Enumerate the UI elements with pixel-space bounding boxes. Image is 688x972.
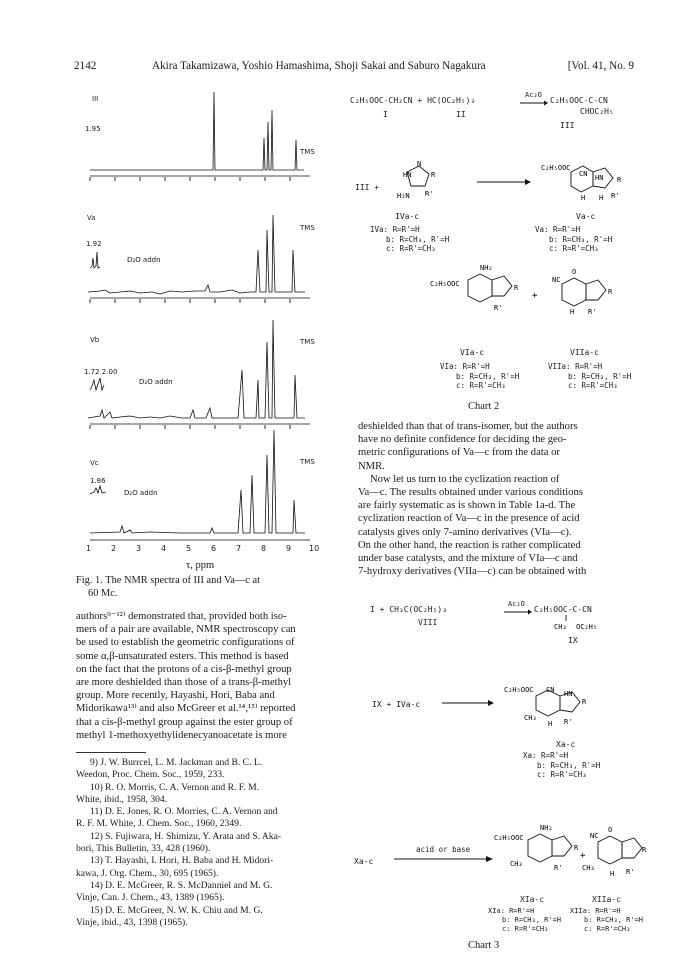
reference-line: Weedon, Proc. Chem. Soc., 1959, 233.	[76, 769, 225, 781]
pyrimidine-ring-xi	[528, 834, 552, 862]
reference-line: 13) T. Hayashi, I. Hori, H. Baba and H. Midori-	[90, 855, 274, 867]
chart3-structures-row2	[440, 680, 640, 740]
reference-line: kawa, J. Org. Chem., 30, 695 (1965).	[76, 867, 219, 879]
pyrazole-ring-xi	[552, 836, 572, 856]
svg-text:C₂H₅OOC: C₂H₅OOC	[430, 280, 460, 288]
pyrimidine-ring-vi	[468, 274, 492, 302]
substituent-line: Xa: R=R'=H	[523, 751, 569, 760]
chart3-title: Chart 3	[468, 940, 500, 951]
compound-ii-label: II	[456, 110, 466, 119]
reference-line: Vinje, Can. J. Chem., 43, 1389 (1965).	[76, 892, 225, 904]
svg-text:H: H	[548, 720, 553, 728]
pyrimidine-ring-vii	[562, 278, 586, 306]
compound-xi-label: XIa-c	[520, 895, 545, 904]
spectrum-iii-tms: TMS	[300, 148, 315, 156]
substituent-line: VIIa: R=R'=H	[548, 362, 603, 371]
spectrum-va-value: 1.92	[86, 240, 102, 248]
substituent-line: c: R=R'=CH₃	[456, 381, 506, 390]
right-line: Va—c. The results obtained under various conditions	[358, 487, 583, 499]
svg-text:H: H	[581, 194, 586, 202]
spectrum-vc-trace	[90, 430, 305, 533]
tick-7: 7	[236, 544, 242, 553]
substituent-line: XIa: R=R'=H	[488, 907, 535, 915]
tick-3: 3	[136, 544, 142, 553]
chart3-product-ix: C₂H₅OOC-C-CN	[534, 605, 592, 614]
svg-text:C₂H₅OOC: C₂H₅OOC	[494, 834, 524, 842]
spectrum-iii-value: 1.95	[85, 125, 101, 133]
chart2-reagent-ac2o: Ac₂O	[525, 91, 542, 99]
svg-text:R: R	[431, 171, 436, 179]
svg-text:CN: CN	[579, 170, 588, 178]
right-line: cyclization reaction of Va—c in the presence of acid	[358, 513, 580, 525]
chart2-structures-row3	[420, 258, 640, 338]
svg-text:HN: HN	[595, 174, 604, 182]
substituent-line: b: R=CH₃, R'=H	[568, 371, 632, 381]
reference-line: White, ibid., 1958, 304.	[76, 793, 168, 805]
svg-text:NC: NC	[590, 832, 599, 840]
tau-axis-label: τ, ppm	[186, 560, 215, 571]
left-line: on the fact that the protons of a cis-β-methyl group	[76, 663, 292, 675]
footnote-rule	[76, 752, 146, 753]
reference-line: 11) D. E. Jones, R. O. Morries, C. A. Vernon and	[90, 806, 278, 818]
compound-vii-substituents	[548, 362, 631, 391]
tick-marks	[90, 177, 290, 429]
svg-text:N: N	[417, 160, 422, 168]
svg-text:CH₃: CH₃	[582, 864, 595, 872]
svg-text:HN: HN	[403, 171, 412, 179]
right-line: deshielded than that of trans-isomer, but the authors	[358, 421, 578, 432]
svg-text:+: +	[532, 291, 538, 301]
arrow-icon	[504, 609, 532, 615]
compound-ix-label: IX	[568, 636, 578, 645]
compound-x-substituents	[523, 751, 600, 780]
chart3-reagent-ac2o: Ac₂O	[508, 600, 525, 608]
chart2-reaction2-iii: III +	[355, 183, 380, 192]
substituent-line: XIIa: R=R'=H	[570, 907, 621, 915]
right-line: metric configurations of Va—c from the data or	[358, 447, 560, 459]
svg-text:R: R	[608, 288, 613, 296]
left-line: group. More recently, Hayashi, Hori, Baba and	[76, 690, 275, 702]
arrow-icon	[394, 855, 494, 863]
tick-4: 4	[161, 544, 167, 553]
left-line: Midorikawa¹³⁾ and also McGreer et al.¹⁴,¹⁵⁾ reported	[76, 703, 296, 715]
svg-text:R': R'	[611, 192, 620, 200]
svg-text:R: R	[582, 698, 587, 706]
left-line: are more deshielded than those of a trans-β-methyl	[76, 677, 292, 689]
substituent-line: VIa: R=R'=H	[440, 362, 490, 371]
right-line: NMR.	[358, 460, 385, 472]
reference-line: 14) D. E. McGreer, R. S. McDanniel and M. G.	[90, 879, 273, 891]
reference-line: R. F. M. White, J. Chem. Soc., 1960, 2349.	[76, 818, 242, 830]
right-line: are fairly systematic as is shown in Table 1a-d. The	[358, 500, 576, 512]
compound-xii-substituents	[570, 907, 643, 934]
substituent-line: c: R=R'=CH₃	[502, 925, 549, 933]
chart3-reaction1-reactants: I + CH₃C(OC₂H₅)₃	[370, 605, 448, 614]
spectrum-iii-label: III	[92, 95, 99, 103]
svg-text:H: H	[599, 194, 604, 202]
right-line: catalysts gives only 7-amino derivatives (VIa—c).	[358, 526, 572, 538]
left-line: be used to establish the geometric configurations of	[76, 637, 295, 649]
svg-text:O: O	[572, 268, 577, 276]
spectrum-vb-tms: TMS	[300, 338, 315, 346]
reference-line: Vinje, ibid., 43, 1398 (1965).	[76, 916, 188, 928]
substituent-line: b: R=CH₃, R'=H	[537, 760, 601, 770]
compound-vi-substituents	[440, 362, 519, 391]
reference-line: 10) R. O. Morris, C. A. Vernon and R. F. M.	[90, 781, 260, 793]
svg-text:R: R	[574, 844, 579, 852]
compound-xi-substituents	[488, 907, 561, 934]
spectrum-va-tms: TMS	[300, 224, 315, 232]
substituent-line: b: R=CH₃, R'=H	[549, 234, 613, 244]
chart2-product-iii-sub: CHOC₂H₅	[580, 107, 614, 116]
compound-xii-label: XIIa-c	[592, 895, 621, 904]
compound-iii-label: III	[560, 121, 575, 130]
reference-line: 9) J. W. Burrcel, L. M. Jackman and B. C. L.	[90, 757, 263, 768]
nmr-spectra-figure	[60, 80, 340, 580]
compound-i-label: I	[383, 110, 388, 119]
svg-text:R: R	[642, 846, 647, 854]
chart3-reagent-acid-base: acid or base	[416, 845, 471, 854]
svg-text:CH₃: CH₃	[524, 714, 537, 722]
substituent-line: b: R=CH₃, R'=H	[584, 916, 644, 924]
svg-text:R': R'	[425, 190, 434, 198]
right-line: Now let us turn to the cyclization reaction of	[370, 473, 560, 485]
svg-text:R: R	[617, 176, 622, 184]
svg-text:R': R'	[564, 718, 573, 726]
spectrum-vc-label: Vc	[90, 459, 99, 467]
substituent-line: c: R=R'=CH₃	[537, 770, 587, 779]
svg-text:O: O	[608, 826, 613, 834]
figure-caption-line-1: Fig. 1. The NMR spectra of III and Va—c at	[76, 575, 261, 586]
pyrazole-ring-vi	[492, 276, 512, 296]
svg-text:R': R'	[626, 868, 635, 876]
svg-text:+: +	[580, 851, 586, 861]
substituent-line: c: R=R'=CH₃	[584, 925, 631, 933]
left-line: authors⁹⁻¹²⁾ demonstrated that, provided both iso-	[76, 611, 287, 622]
reference-line: 12) S. Fujiwara, H. Shimizu, Y. Arata and S. Aka-	[90, 830, 282, 842]
spectrum-vb-trace	[88, 320, 305, 418]
pyrazole-ring-vii	[586, 280, 606, 300]
substituent-line: b: R=CH₃, R'=H	[386, 234, 450, 244]
spectrum-iii-trace	[90, 92, 304, 170]
compound-iv-label: IVa-c	[395, 212, 420, 221]
tick-1: 1	[86, 544, 92, 553]
references	[76, 757, 344, 929]
chart3-reaction2-reactants: IX + IVa-c	[372, 700, 421, 709]
right-line: have no definite confidence for deciding the geo-	[358, 434, 567, 446]
svg-text:CN: CN	[546, 686, 555, 694]
compound-vi-label: VIa-c	[460, 348, 485, 357]
svg-text:C₂H₅OOC: C₂H₅OOC	[541, 164, 571, 172]
svg-text:NH₂: NH₂	[540, 824, 553, 832]
spectrum-vb-inset	[90, 378, 104, 390]
tau-axis-ticks	[86, 544, 326, 556]
tick-6: 6	[211, 544, 217, 553]
figure-caption-line-2: 60 Mc.	[88, 587, 118, 599]
compound-iv-substituents	[370, 225, 449, 254]
compound-vii-label: VIIa-c	[570, 348, 599, 357]
compound-v-substituents	[535, 225, 612, 254]
substituent-line: IVa: R=R'=H	[370, 225, 420, 234]
spectrum-vc-inset	[90, 486, 106, 494]
svg-text:HN: HN	[564, 690, 573, 698]
svg-text:C₂H₅OOC: C₂H₅OOC	[504, 686, 534, 694]
pyrazole-ring-xii	[622, 838, 642, 858]
svg-text:R: R	[514, 284, 519, 292]
compound-viii-label: VIII	[418, 618, 438, 627]
header-authors: Akira Takamizawa, Yoshio Hamashima, Shoji Sakai and Saburo Nagakura	[152, 60, 486, 72]
spectrum-va-label: Va	[87, 214, 96, 222]
svg-text:CH₃: CH₃	[554, 623, 567, 631]
svg-text:NC: NC	[552, 276, 561, 284]
header-volume: [Vol. 41, No. 9	[567, 60, 634, 72]
svg-text:R': R'	[588, 308, 597, 316]
chart2-product-iii: C₂H₅OOC-C-CN	[550, 96, 608, 105]
svg-text:H: H	[570, 308, 575, 316]
spectrum-vb-label: Vb	[90, 336, 100, 344]
svg-text:NH₂: NH₂	[480, 264, 493, 272]
chart2-title: Chart 2	[468, 401, 500, 412]
tick-8: 8	[261, 544, 267, 553]
right-line: under base catalysts, and the mixture of VIa—c and	[358, 553, 578, 565]
svg-text:CH₃: CH₃	[510, 860, 523, 868]
arrow-icon	[520, 100, 548, 106]
substituent-line: c: R=R'=CH₃	[386, 244, 436, 253]
right-line: On the other hand, the reaction is rather complicated	[358, 539, 581, 551]
reference-line: bori, This Bulletin, 33, 428 (1960).	[76, 843, 211, 855]
chart3-reaction3-reactant: Xa-c	[354, 857, 374, 866]
spectrum-vb-d2o: D₂O addn	[139, 378, 173, 386]
tick-10: 10	[309, 544, 320, 553]
svg-text:R': R'	[554, 864, 563, 872]
reference-line: 15) D. E. McGreer, N. W. K. Chiu and M. G.	[90, 904, 263, 916]
svg-text:R': R'	[494, 304, 503, 312]
svg-text:H: H	[610, 870, 615, 878]
substituent-line: c: R=R'=CH₃	[568, 381, 618, 390]
tick-2: 2	[111, 544, 117, 553]
page-number: 2142	[74, 60, 97, 72]
spectrum-vc-tms: TMS	[300, 458, 315, 466]
svg-text:OC₂H₅: OC₂H₅	[576, 623, 598, 631]
spectrum-va-inset	[90, 252, 100, 268]
spectrum-va-trace	[88, 215, 305, 294]
compound-x-label: Xa-c	[556, 740, 576, 749]
chart2-reaction1-reactants: C₂H₅OOC-CH₂CN + HC(OC₂H₅)₃	[350, 96, 476, 105]
chart2-structures-row2	[385, 160, 640, 220]
compound-v-label: Va-c	[576, 212, 596, 221]
substituent-line: b: R=CH₃, R'=H	[456, 371, 520, 381]
tick-9: 9	[286, 544, 292, 553]
spectrum-vb-value: 1.72 2.00	[84, 368, 118, 376]
spectrum-vc-value: 1.86	[90, 477, 106, 485]
left-line: that a cis-β-methyl group against the ester group of	[76, 716, 293, 728]
svg-text:H₂N: H₂N	[397, 192, 410, 200]
tick-5: 5	[186, 544, 192, 553]
right-line: 7-hydroxy derivatives (VIIa—c) can be obtained with	[358, 566, 587, 578]
left-line: mers of a pair are available, NMR spectroscopy can	[76, 624, 296, 636]
left-line: some α,β-unsaturated esters. This method is based	[76, 650, 289, 662]
pyrimidine-ring-xii	[598, 836, 622, 864]
spectrum-vc-d2o: D₂O addn	[124, 489, 158, 497]
left-line: methyl 1-methoxyethylidenecyanoacetate is more	[76, 729, 287, 741]
chart3-structures-row3	[492, 818, 652, 888]
substituent-line: c: R=R'=CH₃	[549, 244, 599, 253]
spectrum-va-d2o: D₂O addn	[127, 256, 161, 264]
left-column-text	[76, 610, 344, 742]
right-column-text	[358, 420, 630, 578]
substituent-line: Va: R=R'=H	[535, 225, 581, 234]
figure-caption	[76, 575, 344, 600]
substituent-line: b: R=CH₃, R'=H	[502, 916, 562, 924]
